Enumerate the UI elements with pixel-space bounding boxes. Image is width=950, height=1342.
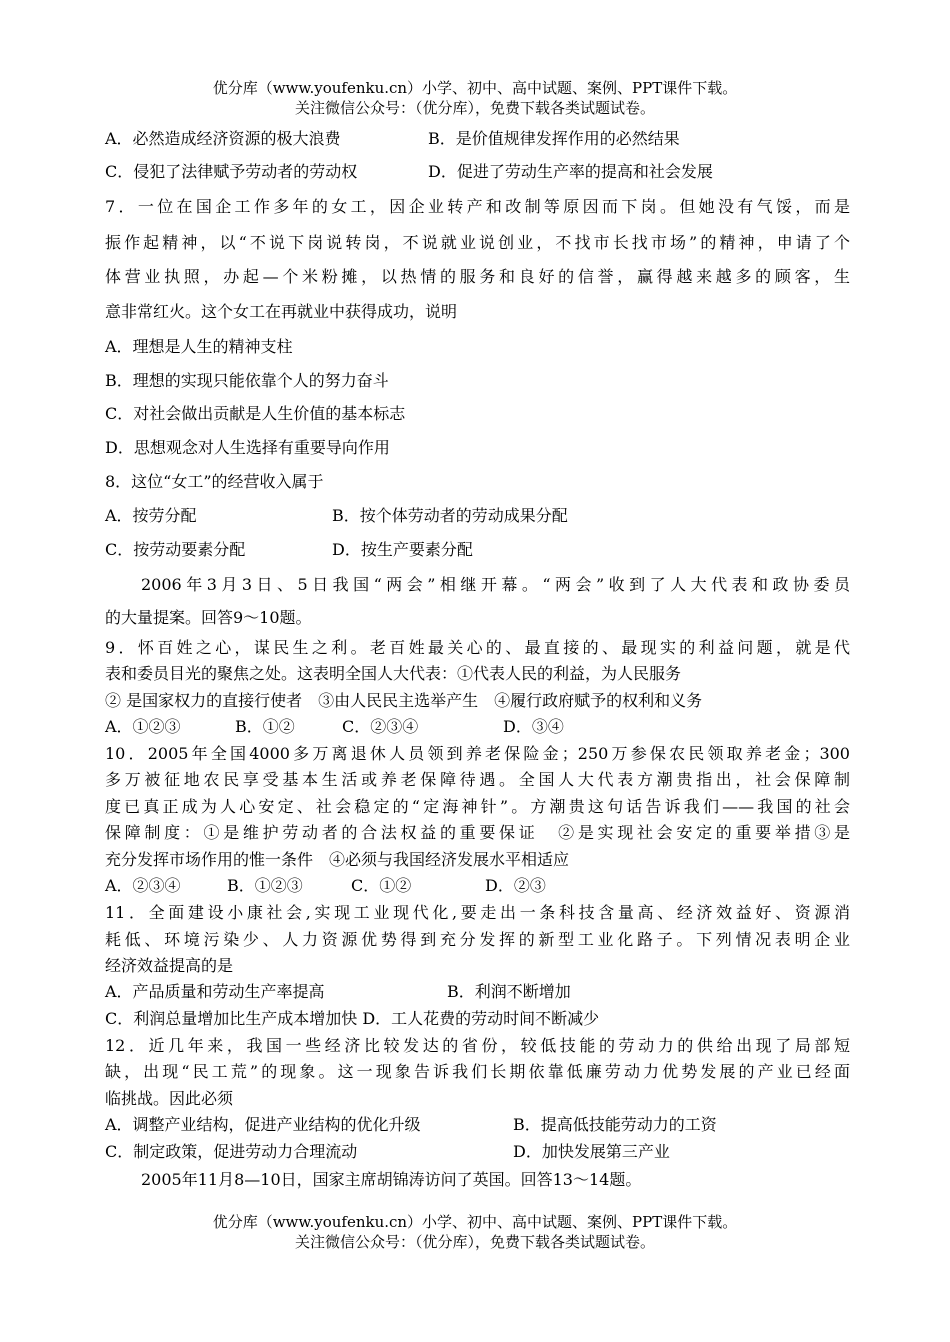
q10-option-c: C．①② xyxy=(351,876,412,895)
q10-option-d: D．②③ xyxy=(485,876,546,895)
q8-stem: 8．这位“女工”的经营收入属于 xyxy=(105,472,324,491)
q8-option-a: A．按劳分配 xyxy=(105,506,197,525)
q7-stem-line-2: 振作起精神，以“不说下岗说转岗，不说就业说创业，不找市长找市场”的精神，申请了个 xyxy=(105,233,850,252)
q10-option-a: A．②③④ xyxy=(105,876,181,895)
q10-stem-line-2: 多万被征地农民享受基本生活或养老保障待遇。全国人大代表方潮贵指出，社会保障制 xyxy=(105,770,850,789)
intro-9-10-line-1: 2006年3月3日、5日我国“两会”相继开幕。“两会”收到了人大代表和政协委员 xyxy=(141,575,850,594)
q9-stem-line-3: ② 是国家权力的直接行使者 ③由人民民主选举产生 ④履行政府赋予的权利和义务 xyxy=(105,691,703,710)
q10-stem-line-5: 充分发挥市场作用的惟一条件 ④必须与我国经济发展水平相适应 xyxy=(105,850,570,869)
q12-option-b: B．提高低技能劳动力的工资 xyxy=(513,1115,717,1134)
q9-option-d: D．③④ xyxy=(503,717,564,736)
q11-stem-line-2: 耗低、环境污染少、人力资源优势得到充分发挥的新型工业化路子。下列情况表明企业 xyxy=(105,930,850,949)
q9-option-c: C．②③④ xyxy=(342,717,419,736)
q12-stem-line-1: 12．近几年来，我国一些经济比较发达的省份，较低技能的劳动力的供给出现了局部短 xyxy=(105,1036,850,1055)
q6-option-c: C．侵犯了法律赋予劳动者的劳动权 xyxy=(105,162,358,181)
q6-option-a: A．必然造成经济资源的极大浪费 xyxy=(105,129,341,148)
q12-stem-line-3: 临挑战。因此必须 xyxy=(105,1089,234,1108)
intro-13-14: 2005年11月8—10日，国家主席胡锦涛访问了英国。回答13～14题。 xyxy=(141,1170,642,1189)
q8-option-b: B．按个体劳动者的劳动成果分配 xyxy=(332,506,568,525)
q7-option-c: C．对社会做出贡献是人生价值的基本标志 xyxy=(105,404,406,423)
intro-9-10-line-2: 的大量提案。回答9～10题。 xyxy=(105,608,312,627)
footer-line-2: 关注微信公众号：（优分库），免费下载各类试题试卷。 xyxy=(294,1233,655,1251)
q8-option-d: D．按生产要素分配 xyxy=(332,540,473,559)
q9-stem-line-2: 表和委员目光的聚焦之处。这表明全国人大代表：①代表人民的利益，为人民服务 xyxy=(105,664,682,683)
q7-option-d: D．思想观念对人生选择有重要导向作用 xyxy=(105,438,390,457)
q6-option-b: B．是价值规律发挥作用的必然结果 xyxy=(428,129,680,148)
q7-stem-line-1: 7．一位在国企工作多年的女工，因企业转产和改制等原因而下岗。但她没有气馁，而是 xyxy=(105,197,850,216)
q10-stem-line-1: 10．2005年全国4000多万离退休人员领到养老保险金；250万参保农民领取养老金；300 xyxy=(105,744,850,763)
q12-option-a: A．调整产业结构，促进产业结构的优化升级 xyxy=(105,1115,421,1134)
q7-option-b: B．理想的实现只能依靠个人的努力奋斗 xyxy=(105,371,389,390)
q7-stem-line-3: 体营业执照，办起—个米粉摊，以热情的服务和良好的信誉，赢得越来越多的顾客，生 xyxy=(105,267,850,286)
q11-options-row-2: C．利润总量增加比生产成本增加快 D．工人花费的劳动时间不断减少 xyxy=(105,1009,600,1028)
q9-option-a: A．①②③ xyxy=(105,717,181,736)
q8-option-c: C．按劳动要素分配 xyxy=(105,540,246,559)
q9-option-b: B．①② xyxy=(235,717,295,736)
q7-stem-line-4: 意非常红火。这个女工在再就业中获得成功，说明 xyxy=(105,302,458,321)
q11-option-b: B．利润不断增加 xyxy=(447,982,571,1001)
q10-stem-line-4: 保障制度：①是维护劳动者的合法权益的重要保证 ②是实现社会安定的重要举措③是 xyxy=(105,823,850,842)
header-line-1: 优分库（www.youfenku.cn）小学、初中、高中试题、案例、PPT课件下载。 xyxy=(212,79,738,97)
q11-stem-line-1: 11．全面建设小康社会,实现工业现代化,要走出一条科技含量高、经济效益好、资源消 xyxy=(105,903,850,922)
footer-line-1: 优分库（www.youfenku.cn）小学、初中、高中试题、案例、PPT课件下载。 xyxy=(212,1213,738,1231)
q10-stem-line-3: 度已真正成为人心安定、社会稳定的“定海神针”。方潮贵这句话告诉我们——我国的社会 xyxy=(105,797,850,816)
header-line-2: 关注微信公众号：（优分库），免费下载各类试题试卷。 xyxy=(294,99,655,117)
q12-stem-line-2: 缺，出现“民工荒”的现象。这一现象告诉我们长期依靠低廉劳动力优势发展的产业已经面 xyxy=(105,1062,850,1081)
q11-option-a: A．产品质量和劳动生产率提高 xyxy=(105,982,325,1001)
q10-option-b: B．①②③ xyxy=(227,876,303,895)
q12-option-c: C．制定政策，促进劳动力合理流动 xyxy=(105,1142,358,1161)
q12-option-d: D．加快发展第三产业 xyxy=(513,1142,670,1161)
q9-stem-line-1: 9．怀百姓之心，谋民生之利。老百姓最关心的、最直接的、最现实的利益问题，就是代 xyxy=(105,638,850,657)
q6-option-d: D．促进了劳动生产率的提高和社会发展 xyxy=(428,162,713,181)
q11-stem-line-3: 经济效益提高的是 xyxy=(105,956,234,975)
q7-option-a: A．理想是人生的精神支柱 xyxy=(105,337,293,356)
